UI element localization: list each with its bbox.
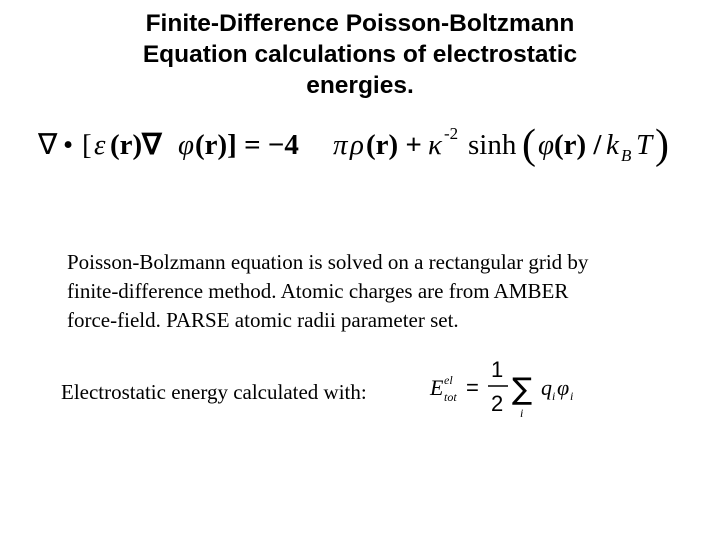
energy-equals: = — [466, 375, 479, 400]
paragraph-line-2: finite-difference method. Atomic charges are from AMBER — [67, 279, 569, 303]
sinh-function: sinh — [468, 129, 517, 161]
rho-symbol: ρ — [350, 129, 364, 161]
eq-term-r2: (r)] = −4 — [195, 129, 299, 161]
fraction-numerator: 1 — [491, 357, 504, 382]
summation-index: i — [520, 406, 524, 420]
description-paragraph — [67, 248, 707, 335]
phi-symbol-1: φ — [178, 129, 195, 161]
title-line-3: energies. — [306, 72, 414, 99]
potential-subscript: i — [570, 389, 574, 403]
eq-term-r3: (r) + — [366, 129, 422, 161]
poisson-boltzmann-equation — [38, 121, 678, 171]
energy-label: Electrostatic energy calculated with: — [61, 380, 367, 404]
paragraph-line-3: force-field. PARSE atomic radii parameter set. — [67, 308, 459, 332]
summation-symbol: ∑ — [512, 372, 533, 407]
k-symbol: k — [606, 129, 619, 161]
kappa-symbol: κ — [428, 129, 442, 161]
energy-subscript: tot — [444, 390, 457, 404]
pi-symbol: π — [333, 129, 348, 161]
dot-operator: • — [63, 129, 74, 161]
phi-symbol-2: φ — [538, 129, 555, 161]
slide-title — [60, 8, 660, 101]
energy-superscript: el — [444, 373, 453, 387]
energy-equation — [428, 355, 588, 425]
paragraph-line-1: Poisson-Bolzmann equation is solved on a rectangular grid by — [67, 250, 589, 274]
fraction-denominator: 2 — [491, 391, 504, 416]
energy-E: E — [430, 375, 444, 400]
eq-term-r4: (r) / — [554, 129, 602, 161]
left-bracket: [ — [82, 129, 92, 161]
charge-subscript: i — [552, 389, 556, 403]
left-paren: ( — [522, 122, 536, 168]
potential-phi: φ — [557, 375, 570, 400]
epsilon-symbol: ε — [94, 129, 106, 161]
eq-term-r1: (r)∇ — [110, 129, 162, 161]
title-line-2: Equation calculations of electrostatic — [142, 41, 578, 68]
right-paren: ) — [655, 122, 669, 168]
title-line-1: Finite-Difference Poisson-Boltzmann — [145, 10, 575, 37]
charge-q: q — [541, 375, 552, 400]
k-subscript: B — [621, 146, 632, 165]
kappa-exponent: -2 — [444, 124, 459, 143]
nabla-symbol: ∇ — [38, 129, 58, 161]
T-symbol: T — [636, 129, 653, 161]
